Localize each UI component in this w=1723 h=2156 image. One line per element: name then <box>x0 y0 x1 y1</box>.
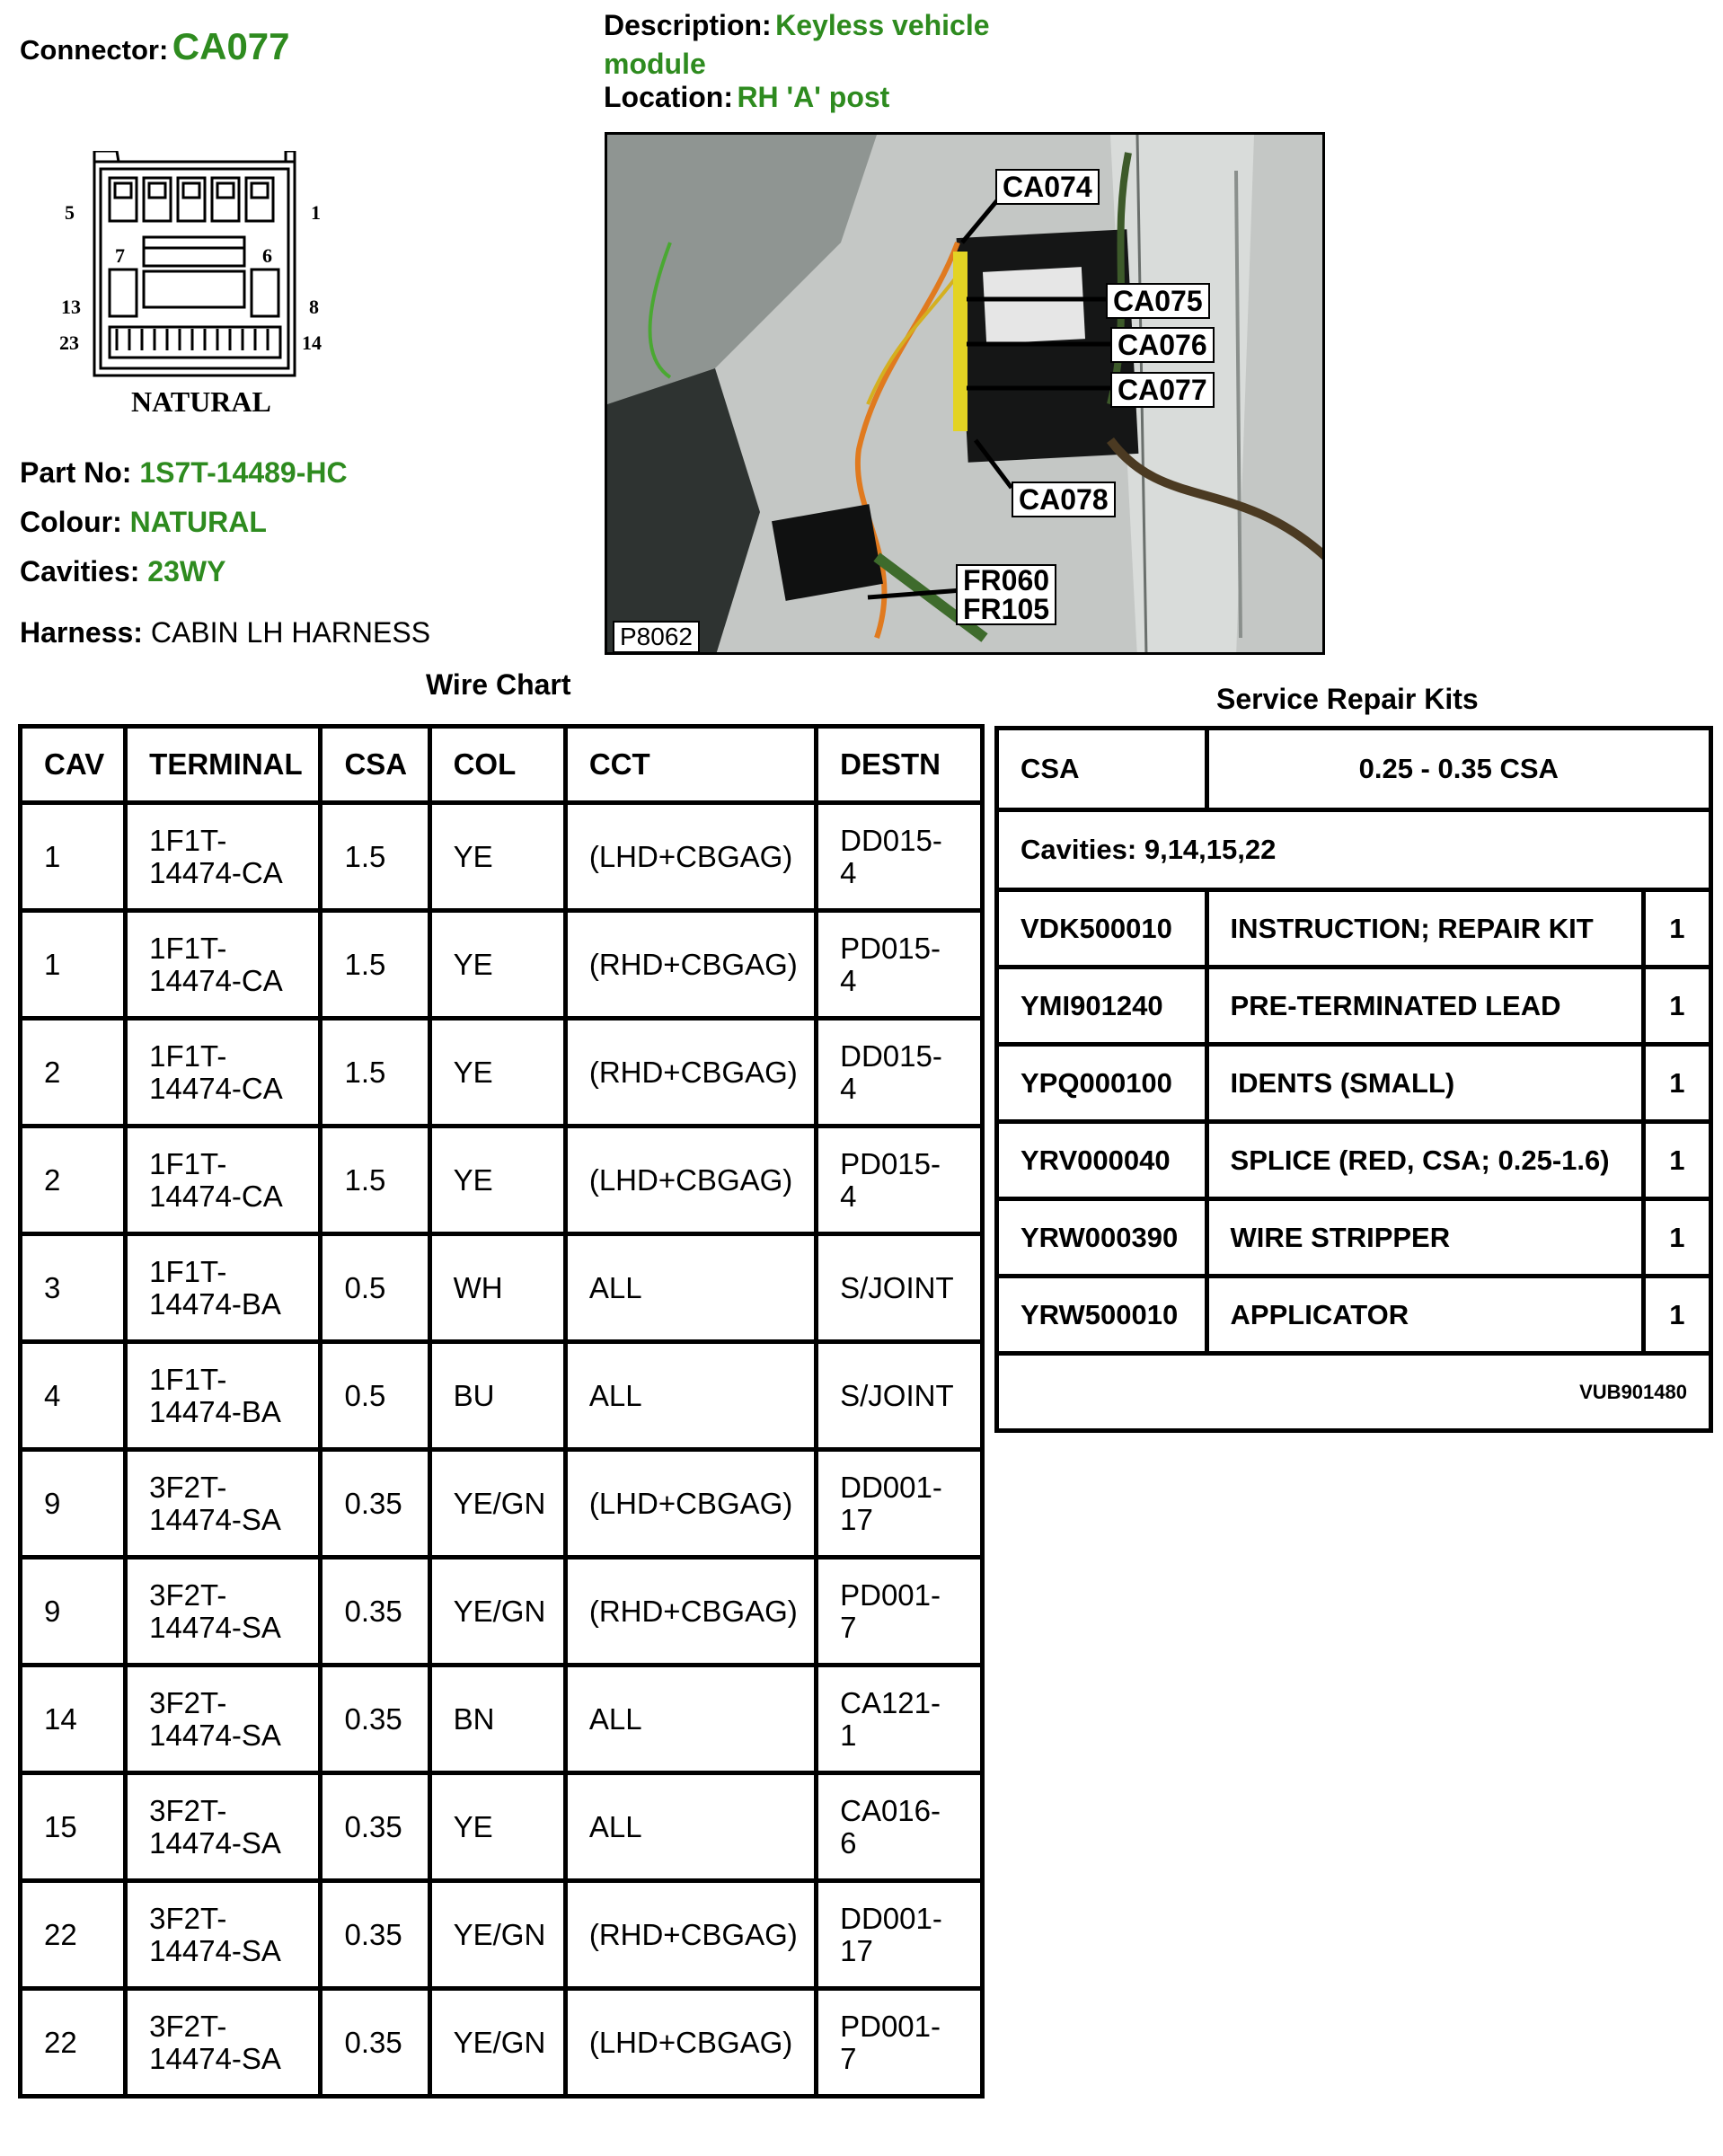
wire-row <box>21 1666 983 1773</box>
wire-cell-cct: (RHD+CBGAG) <box>565 1019 816 1127</box>
pin-label-7: 7 <box>115 244 125 267</box>
callout-fr060: FR060 <box>963 564 1050 596</box>
wire-cell-csa: 0.35 <box>321 1666 429 1773</box>
pin-label-6: 6 <box>262 244 272 267</box>
photo-id: P8062 <box>613 621 700 653</box>
repair-kits-body <box>997 729 1711 1431</box>
callout-ca076: CA076 <box>1110 327 1215 363</box>
wire-cell-csa: 0.35 <box>321 1450 429 1558</box>
wire-cell-col: BN <box>429 1666 565 1773</box>
wire-cell-cct: (LHD+CBGAG) <box>565 1127 816 1234</box>
kit-cell-qty: 1 <box>1643 968 1710 1045</box>
colour-field <box>20 506 267 539</box>
kit-cell-description: WIRE STRIPPER <box>1206 1199 1643 1277</box>
wire-cell-destn: DD015- 4 <box>817 1019 983 1127</box>
wire-cell-cct: (RHD+CBGAG) <box>565 911 816 1019</box>
header-cav: CAV <box>21 727 126 803</box>
part-no-label: Part No: <box>20 456 132 489</box>
callout-fr <box>956 564 1056 625</box>
kit-cell-code: VDK500010 <box>997 890 1207 968</box>
connector-field <box>20 25 290 68</box>
wire-cell-cav: 22 <box>21 1881 126 1989</box>
kit-cell-code: YPQ000100 <box>997 1045 1207 1122</box>
diagram-caption: NATURAL <box>131 385 271 418</box>
repair-kits-title: Service Repair Kits <box>1216 683 1479 715</box>
pin-label-13: 13 <box>61 296 81 318</box>
callout-ca074: CA074 <box>995 169 1100 205</box>
colour-label: Colour: <box>20 506 122 538</box>
wire-row <box>21 1989 983 2097</box>
description-field <box>604 9 1035 86</box>
wire-row <box>21 1558 983 1666</box>
wire-cell-col: YE <box>429 1773 565 1881</box>
repair-kits-table <box>994 726 1713 1433</box>
pin-label-5: 5 <box>65 201 75 224</box>
pin-label-14: 14 <box>302 331 322 354</box>
wire-cell-col: YE/GN <box>429 1450 565 1558</box>
header-terminal: TERMINAL <box>126 727 321 803</box>
kit-cell-description: APPLICATOR <box>1206 1277 1643 1354</box>
pin-label-23: 23 <box>59 331 79 354</box>
wire-cell-terminal: 1F1T- 14474-BA <box>126 1234 321 1342</box>
wire-cell-destn: DD001- 17 <box>817 1881 983 1989</box>
kit-cell-qty: 1 <box>1643 1277 1710 1354</box>
wire-cell-col: YE/GN <box>429 1989 565 2097</box>
kit-item-row <box>997 890 1711 968</box>
kit-item-row <box>997 1122 1711 1199</box>
wire-cell-cav: 9 <box>21 1558 126 1666</box>
cavities-value: 23WY <box>147 555 226 588</box>
wire-cell-csa: 1.5 <box>321 911 429 1019</box>
wire-cell-csa: 1.5 <box>321 803 429 911</box>
wire-cell-destn: S/JOINT <box>817 1342 983 1450</box>
kit-csa-label: CSA <box>997 729 1207 810</box>
wire-cell-cav: 9 <box>21 1450 126 1558</box>
wire-cell-col: YE <box>429 1127 565 1234</box>
wire-cell-destn: S/JOINT <box>817 1234 983 1342</box>
wire-cell-csa: 0.35 <box>321 1773 429 1881</box>
wire-cell-destn: PD015- 4 <box>817 1127 983 1234</box>
wire-row <box>21 1342 983 1450</box>
wire-cell-destn: PD001- 7 <box>817 1989 983 2097</box>
harness-value: CABIN LH HARNESS <box>150 616 431 649</box>
kit-item-row <box>997 1199 1711 1277</box>
wire-row <box>21 1450 983 1558</box>
wire-cell-cav: 1 <box>21 803 126 911</box>
kit-code-row <box>997 1354 1711 1431</box>
wire-cell-col: YE <box>429 911 565 1019</box>
cavities-label: Cavities: <box>20 555 140 588</box>
part-no-field <box>20 456 348 490</box>
callout-ca077: CA077 <box>1110 372 1215 408</box>
kit-cell-code: YRW500010 <box>997 1277 1207 1354</box>
wire-cell-terminal: 1F1T- 14474-CA <box>126 1019 321 1127</box>
header-destn: DESTN <box>817 727 983 803</box>
wire-cell-terminal: 3F2T- 14474-SA <box>126 1773 321 1881</box>
wire-cell-terminal: 3F2T- 14474-SA <box>126 1989 321 2097</box>
kit-cell-qty: 1 <box>1643 890 1710 968</box>
wire-cell-csa: 0.35 <box>321 1558 429 1666</box>
connector-label: Connector: <box>20 34 169 66</box>
kit-cell-code: YMI901240 <box>997 968 1207 1045</box>
kit-cell-code: YRW000390 <box>997 1199 1207 1277</box>
wire-cell-destn: DD015- 4 <box>817 803 983 911</box>
wire-chart-table <box>18 724 985 2099</box>
wire-cell-cct: ALL <box>565 1773 816 1881</box>
wire-cell-destn: PD001- 7 <box>817 1558 983 1666</box>
wire-cell-terminal: 3F2T- 14474-SA <box>126 1450 321 1558</box>
wire-cell-cav: 3 <box>21 1234 126 1342</box>
kit-cell-description: PRE-TERMINATED LEAD <box>1206 968 1643 1045</box>
location-value: RH 'A' post <box>737 81 890 113</box>
kit-item-row <box>997 1045 1711 1122</box>
wire-row <box>21 1881 983 1989</box>
wire-cell-cav: 15 <box>21 1773 126 1881</box>
wire-row <box>21 911 983 1019</box>
pin-label-1: 1 <box>311 201 321 224</box>
wire-cell-cct: ALL <box>565 1342 816 1450</box>
wire-cell-destn: PD015- 4 <box>817 911 983 1019</box>
cavities-field <box>20 555 225 588</box>
wire-cell-csa: 0.35 <box>321 1989 429 2097</box>
kit-item-row <box>997 1277 1711 1354</box>
connector-face-diagram <box>54 151 341 429</box>
wire-cell-col: YE/GN <box>429 1881 565 1989</box>
wire-row <box>21 1019 983 1127</box>
kit-csa-row <box>997 729 1711 810</box>
wire-cell-csa: 1.5 <box>321 1127 429 1234</box>
wire-cell-cav: 22 <box>21 1989 126 2097</box>
wire-cell-destn: CA016- 6 <box>817 1773 983 1881</box>
kit-cell-description: IDENTS (SMALL) <box>1206 1045 1643 1122</box>
kit-code: VUB901480 <box>997 1354 1711 1431</box>
wire-cell-cct: ALL <box>565 1666 816 1773</box>
wire-cell-cav: 2 <box>21 1127 126 1234</box>
location-label: Location: <box>604 81 733 113</box>
wire-row <box>21 803 983 911</box>
wire-chart-header-row <box>21 727 983 803</box>
wire-cell-csa: 0.5 <box>321 1234 429 1342</box>
callout-fr105: FR105 <box>963 593 1050 625</box>
wire-cell-col: YE <box>429 1019 565 1127</box>
header-csa: CSA <box>321 727 429 803</box>
callout-ca075: CA075 <box>1106 283 1210 319</box>
wire-cell-col: YE/GN <box>429 1558 565 1666</box>
wire-cell-terminal: 1F1T- 14474-CA <box>126 911 321 1019</box>
kit-cavities-row <box>997 810 1711 890</box>
harness-field <box>20 616 430 649</box>
kit-csa-value: 0.25 - 0.35 CSA <box>1206 729 1710 810</box>
kit-cavities: Cavities: 9,14,15,22 <box>997 810 1711 890</box>
kit-cell-description: SPLICE (RED, CSA; 0.25-1.6) <box>1206 1122 1643 1199</box>
wire-cell-cct: (RHD+CBGAG) <box>565 1558 816 1666</box>
part-no-value: 1S7T-14489-HC <box>139 456 348 489</box>
wire-row <box>21 1773 983 1881</box>
wire-cell-terminal: 1F1T- 14474-CA <box>126 1127 321 1234</box>
wire-cell-destn: CA121- 1 <box>817 1666 983 1773</box>
wire-cell-terminal: 3F2T- 14474-SA <box>126 1666 321 1773</box>
wire-row <box>21 1234 983 1342</box>
wire-cell-cct: (LHD+CBGAG) <box>565 803 816 911</box>
wire-cell-col: YE <box>429 803 565 911</box>
wire-cell-destn: DD001- 17 <box>817 1450 983 1558</box>
wire-cell-csa: 0.5 <box>321 1342 429 1450</box>
colour-value: NATURAL <box>129 506 267 538</box>
wire-cell-col: WH <box>429 1234 565 1342</box>
wire-cell-cav: 2 <box>21 1019 126 1127</box>
wire-cell-cav: 14 <box>21 1666 126 1773</box>
kit-cell-qty: 1 <box>1643 1199 1710 1277</box>
wire-chart-title: Wire Chart <box>426 668 571 701</box>
wire-row <box>21 1127 983 1234</box>
harness-label: Harness: <box>20 616 143 649</box>
connector-value: CA077 <box>172 25 290 67</box>
kit-cell-code: YRV000040 <box>997 1122 1207 1199</box>
wire-cell-terminal: 1F1T- 14474-BA <box>126 1342 321 1450</box>
header-col: COL <box>429 727 565 803</box>
wire-cell-csa: 0.35 <box>321 1881 429 1989</box>
wire-cell-terminal: 3F2T- 14474-SA <box>126 1881 321 1989</box>
wire-cell-cct: (LHD+CBGAG) <box>565 1450 816 1558</box>
wire-cell-terminal: 3F2T- 14474-SA <box>126 1558 321 1666</box>
kit-item-row <box>997 968 1711 1045</box>
pin-label-8: 8 <box>309 296 319 318</box>
kit-cell-qty: 1 <box>1643 1122 1710 1199</box>
wire-cell-terminal: 1F1T- 14474-CA <box>126 803 321 911</box>
kit-cell-qty: 1 <box>1643 1045 1710 1122</box>
wire-cell-cct: (RHD+CBGAG) <box>565 1881 816 1989</box>
wire-cell-cav: 4 <box>21 1342 126 1450</box>
wire-cell-cct: ALL <box>565 1234 816 1342</box>
location-field <box>604 81 889 114</box>
location-photo <box>605 132 1325 655</box>
wire-cell-cav: 1 <box>21 911 126 1019</box>
kit-cell-description: INSTRUCTION; REPAIR KIT <box>1206 890 1643 968</box>
header-cct: CCT <box>565 727 816 803</box>
description-value: Keyless vehicle module <box>604 9 990 80</box>
wire-cell-col: BU <box>429 1342 565 1450</box>
wire-cell-csa: 1.5 <box>321 1019 429 1127</box>
callout-ca078: CA078 <box>1012 482 1116 517</box>
wire-chart-body <box>21 803 983 2097</box>
wire-cell-cct: (LHD+CBGAG) <box>565 1989 816 2097</box>
description-label: Description: <box>604 9 772 41</box>
